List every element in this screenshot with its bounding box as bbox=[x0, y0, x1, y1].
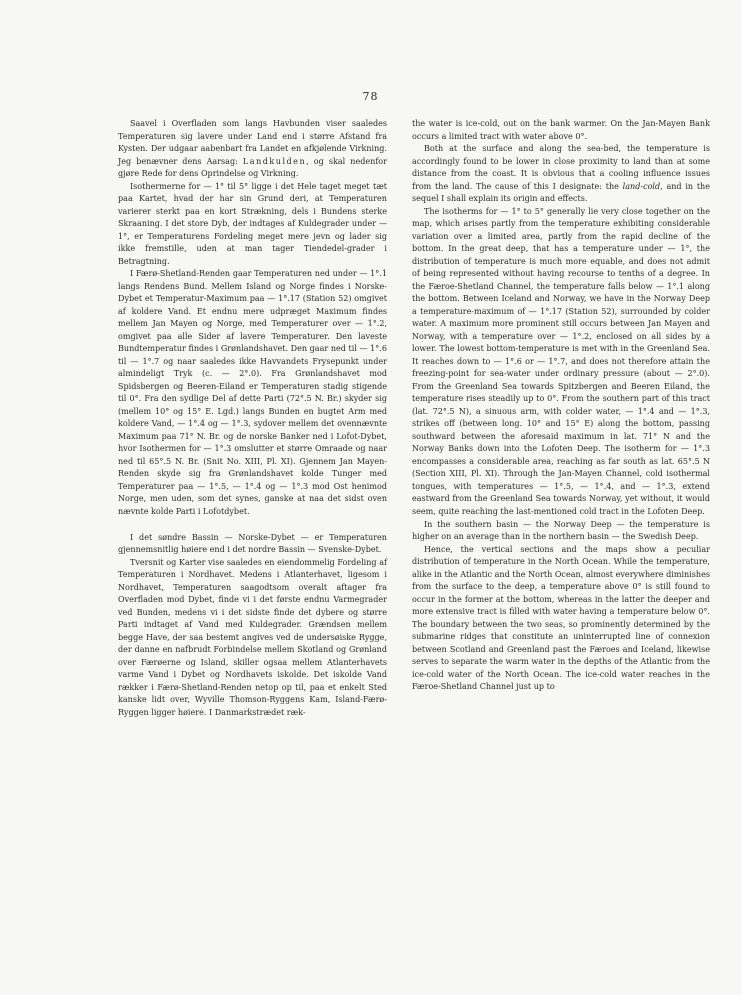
emphasis-text: land-cold bbox=[622, 181, 661, 191]
paragraph bbox=[118, 118, 387, 181]
paragraph bbox=[412, 118, 710, 143]
paragraph-text: The isotherms for — 1° to 5° generally lie very close together on the map, which arises partly from the temperature exhibiting considerable variation over a limited area, partly from the rapid decline of the bottom. In the great deep, that has a temperature under — 1°, the distribution of temperature is much more equable, and does not admit of being represented without having recourse to tenths of a degree. In the Færoe-Shetland Channel, the temperature falls below — 1°.1 along the bottom. Between Iceland and Norway, we have in the Norway Deep a temperature-maximum of — 1°.17 (Station 52), surrounded by colder water. A maximum more prominent still occurs between Jan Mayen and Norway, with a temperature over — 1°.2, enclosed on all sides by a lower. The lowest bottom-temperature is met with in the Greenland Sea. It reaches down to — 1°.6 or — 1°.7, and does not therefore attain the freezing-point for sea-water under ordinary pressure (about — 2°.0). From the Greenland Sea towards Spitzbergen and Beeren Eiland, the temperature rises steadily up to 0°. From the southern part of this tract (lat. 72°.5 N), a sinuous arm, with colder water, — 1°.4 and — 1°.3, strikes off (between long. 10° and 15° E) along the bottom, passing southward between the aforesaid maximum in lat. 71° N and the Norway Banks down into the Lofoten Deep. The isotherm for — 1°.3 encompasses a considerable area, reaching as far south as lat. 65°.5 N (Section XIII, Pl. XI). Through the Jan-Mayen Channel, cold isothermal tongues, with temperatures — 1°.5, — 1°.4, and — 1°.3, extend eastward from the Greenland Sea towards Norway, yet without, it would seem, quite reaching the last-mentioned cold tract in the Lofoten Deep. bbox=[412, 206, 710, 516]
paragraph bbox=[412, 519, 710, 544]
page-number: 78 bbox=[362, 90, 379, 103]
right-column bbox=[412, 118, 710, 694]
paragraph-text: Both at the surface and along the sea-bed, the temperature is accordingly found to be lower in close proximity to land than at some distance from the coast. It is obvious that a cooling influence issues from the land. The cause of this I designate: the bbox=[412, 144, 710, 191]
paragraph bbox=[412, 206, 710, 519]
emphasis-text: Landkulden bbox=[242, 156, 307, 166]
paragraph-text: , and in the sequel I shall explain its origin and effects. bbox=[412, 181, 710, 204]
paragraph-text: the water is ice-cold, out on the bank warmer. On the Jan-Mayen Bank occurs a limited tract with water above 0°. bbox=[412, 119, 710, 141]
paragraph-text: I Færø-Shetland-Renden gaar Temperaturen ned under — 1°.1 langs Rendens Bund. Mellem Island og Norge findes i Norske-Dybet et Temperatur-Maximum paa — 1°.17 (Station 52) omgivet af koldere Vand. Et endnu mere udpræget Maximum findes mellem Jan Mayen og Norge, med Temperaturer over — 1°.2, omgivet paa alle Sider af lavere Temperaturer. Den laveste Bundtemperatur findes i Grønlandshavet. Den gaar ned til — 1°.6 til — 1°.7 og naar saaledes ikke Havvandets Frysepunkt under almindeligt Tryk (c. — 2°.0). Fra Grønlandshavet mod Spidsbergen og Beeren-Eiland er Temperaturen stadig stigende til 0°. Fra den sydlige Del af dette Parti (72°.5 N. Br.) skyder sig (mellem 10° og 15° E. Lgd.) langs Bunden en bugtet Arm med koldere Vand, — 1°.4 og — 1°.3, sydover mellem det ovennævnte Maximum paa 71° N. Br. og de norske Banker ned i Lofot-Dybet, hvor Isothermen for — 1°.3 omslutter et større Omraade og naar ned til 65°.5 N. Br. (Snit No. XIII, Pl. XI). Gjennem Jan Mayen-Renden skyde sig fra Grønlandshavet kolde Tunger med Temperaturer paa — 1°.5, — 1°.4 og — 1°.3 mod Ost henimod Norge, men uden, som det synes, ganske at naa det sidst oven nævnte kolde Parti i Lofotdybet. bbox=[118, 269, 387, 516]
paragraph bbox=[118, 532, 387, 557]
paragraph-text: , og skal nedenfor gjøre Rede for dens Oprindelse og Virkning. bbox=[118, 156, 387, 179]
paragraph-text: Saavel i Overfladen som langs Havbunden viser saaledes Temperaturen sig lavere under Land end i større Afstand fra Kysten. Der udgaar aabenbart fra Landet en afkjølende Virkning. Jeg benævner dens Aarsag: bbox=[118, 119, 387, 166]
paragraph bbox=[118, 181, 387, 269]
paragraph bbox=[412, 544, 710, 694]
paragraph bbox=[118, 557, 387, 720]
paragraph bbox=[412, 143, 710, 206]
paragraph-text: In the southern basin — the Norway Deep — the temperature is higher on an average than in the northern basin — the Swedish Deep. bbox=[412, 519, 710, 542]
left-column bbox=[118, 118, 387, 719]
paragraph-text: I det søndre Bassin — Norske-Dybet — er Temperaturen gjennemsnitlig høiere end i det nordre Bassin — Svenske-Dybet. bbox=[118, 532, 387, 555]
paragraph bbox=[118, 268, 387, 518]
paragraph-text: Isothermerne for — 1° til 5° ligge i det Hele taget meget tæt paa Kartet, hvad der har sin Grund deri, at Temperaturen varierer sterkt paa en kort Strækning, dels i Bundens sterke Skraaning. I det store Dyb, der indtages af Kuldegrader under — 1°, er Temperaturens Fordeling meget mere jevn og lader sig ikke fremstille, uden at man tager Tiendedel-grader i Betragtning. bbox=[118, 181, 387, 266]
paragraph-text: Hence, the vertical sections and the maps show a peculiar distribution of temperature in the North Ocean. While the temperature, alike in the Atlantic and the North Ocean, almost everywhere diminishes from the surface to the deep, a temperature above 0° is still found to occur in the former at the bottom, whereas in the latter the deeper and more extensive tract is filled with water having a temperature below 0°. The boundary between the two seas, so prominently determined by the submarine ridges that constitute an uninterrupted line of connexion between Scotland and Greenland past the Færoes and Iceland, likewise serves to separate the warm water in the depths of the Atlantic from the ice-cold water of the North Ocean. The ice-cold water reaches in the Færoe-Shetland Channel just up to bbox=[412, 544, 710, 692]
paragraph-text: Tversnit og Karter vise saaledes en eiendommelig Fordeling af Temperaturen i Nordhavet. Medens i Atlanterhavet, ligesom i Nordhavet, Temperaturen saagodtsom overalt aftager fra Overfladen mod Dybet, finde vi i det første endnu Varmegrader ved Bunden, medens vi i det sidste finde det dybere og større Parti indtaget af Vand med Kuldegrader. Grændsen mellem begge Have, der saa bestemt angives ved de undersøiske Rygge, der danne en nafbrudt Forbindelse mellem Skotland og Grønland over Færøerne og Island, skiller ogsaa mellem Atlanterhavets varme Vand i Dybet og Nordhavets iskolde. Det iskolde Vand rækker i Færø-Shetland-Renden netop op til, paa et enkelt Sted kanske lidt over, Wyville Thomson-Ryggens Kam, Island-Færø-Ryggen ligger høiere. I Danmarkstrædet ræk- bbox=[118, 557, 387, 717]
